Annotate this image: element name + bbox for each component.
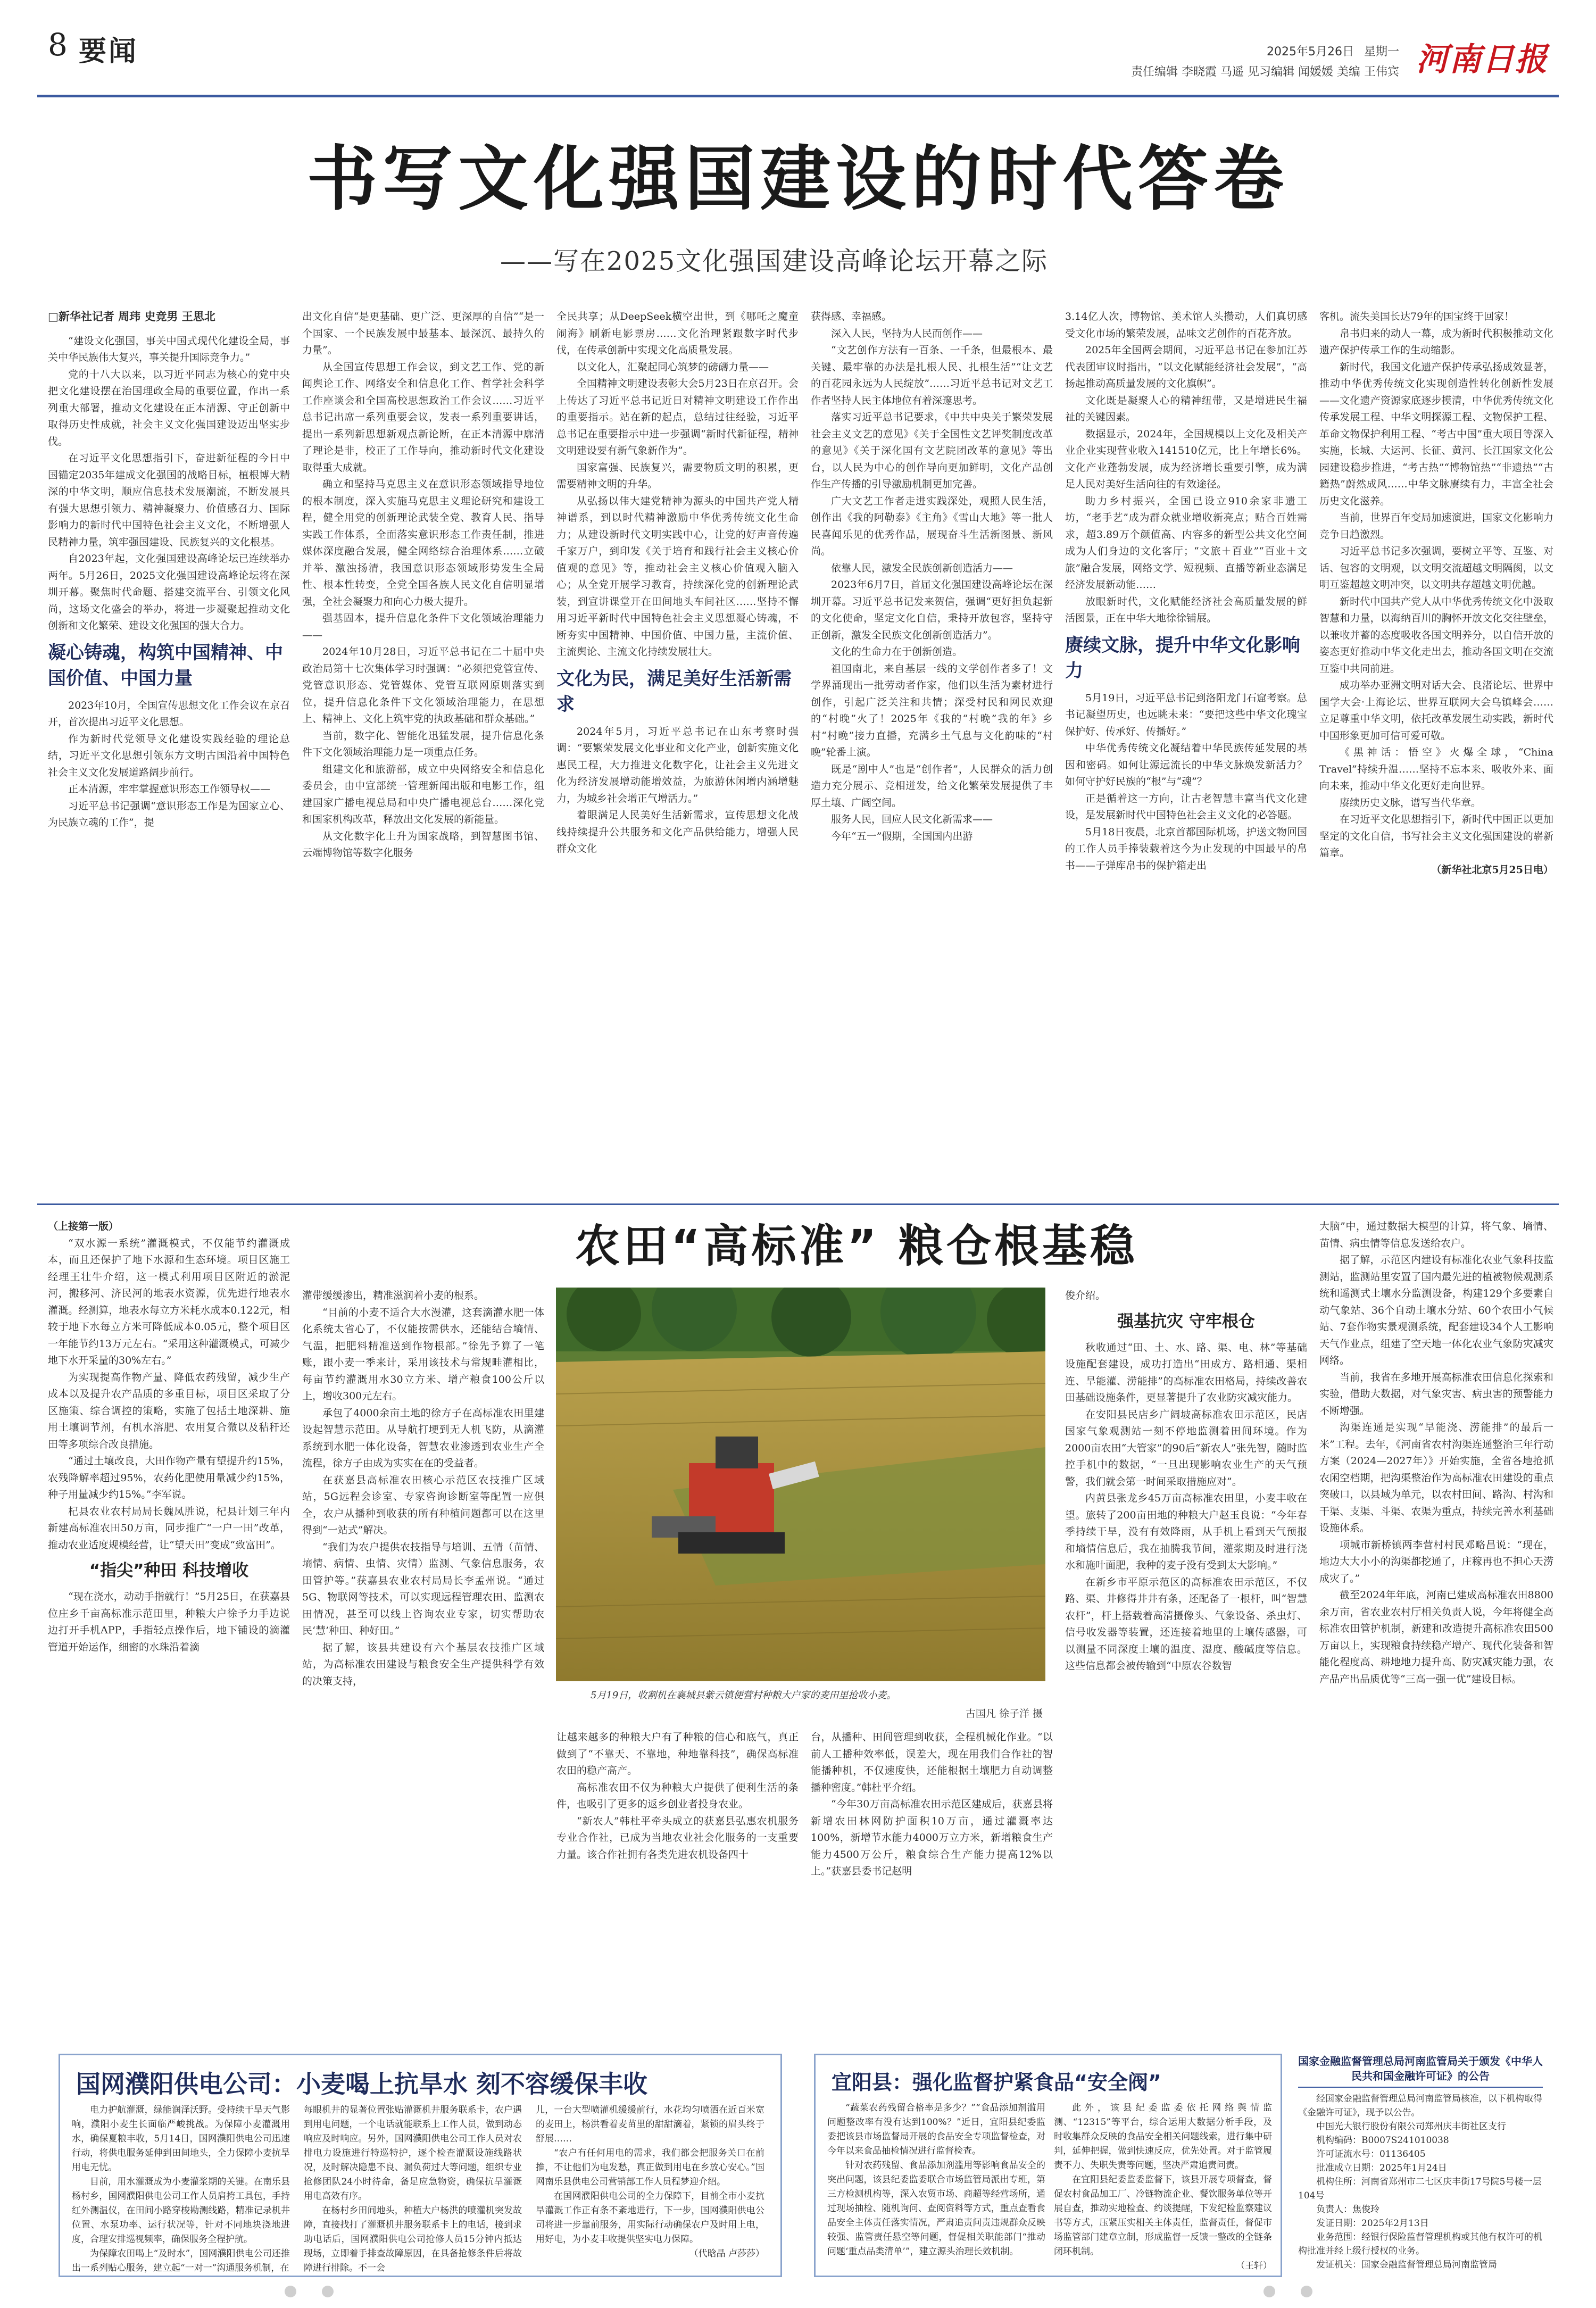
paragraph: 新时代中国共产党人从中华优秀传统文化中汲取智慧和力量，以海纳百川的胸怀开放文化交往壁垒，以兼收并蓄的态度吸收各国文明养分，以自信开放的姿态更好推动中华文化走出去，推动各国文明在交流互鉴中共同前进。 xyxy=(1319,595,1553,675)
paragraph: 秋收通过“田、土、水、路、渠、电、林”等基础设施配套建设，成功打造出“田成方、路相通、渠相连、旱能灌、涝能排”的高标准农田格局，持续改善农田基础设施条件，更显著提升了农业防灾减灾能力。 xyxy=(1065,1341,1307,1404)
yiyang-byline: （王轩） xyxy=(1236,2261,1272,2271)
notice-line: 机构编码：B0007S241010038 xyxy=(1316,2135,1449,2146)
power-column-3 xyxy=(536,2103,764,2273)
masthead-logo: 河南日报 xyxy=(1416,41,1548,78)
paragraph: 着眼满足人民美好生活新需求，宣传思想文化战线持续提升公共服务和文化产品供给能力，增强人民群众文化 xyxy=(556,809,799,854)
farm-subhead-2: 强基抗灾 守牢根仓 xyxy=(1117,1311,1255,1331)
paragraph: 中华优秀传统文化凝结着中华民族传延发展的基因和密码。如何让源远流长的中华文脉焕发新活力？如何守护好民族的“根”与“魂”？ xyxy=(1065,742,1307,787)
paragraph: 5月18日夜晨，北京首都国际机场，护送文物回国的工作人员手捧装载着这今为止发现的中国最早的帛书——子弹库帛书的保护箱走出 xyxy=(1065,826,1307,871)
notice-line: 业务范围：经银行保险监督管理机构或其他有权许可的机构批准并经上级行授权的业务。 xyxy=(1298,2232,1542,2256)
paragraph: 当前，我省在多地开展高标准农田信息化探索和实验，借助大数据，对气象灾害、病虫害的预警能力不断增强。 xyxy=(1319,1371,1553,1417)
notice-line: 发证日期：2025年2月13日 xyxy=(1316,2218,1429,2229)
paragraph: 为保障农田喝上“及时水”，国网濮阳供电公司还推出一系列贴心服务，建立起“一对一”沟通服务机制，在 xyxy=(72,2248,290,2273)
finance-notice xyxy=(1298,2054,1543,2277)
header-rule xyxy=(37,95,1559,97)
notice-title: 国家金融监督管理总局河南监管局关于颁发《中华人民共和国金融许可证》的公告 xyxy=(1298,2054,1543,2088)
paragraph: 服务人民，回应人民文化新需求—— xyxy=(831,813,993,825)
paragraph: 出文化自信“是更基础、更广泛、更深厚的自信”“是一个国家、一个民族发展中最基本、最深沉、最持久的力量”。 xyxy=(302,311,544,356)
power-headline: 国网濮阳供电公司：小麦喝上抗旱水 刻不容缓保丰收 xyxy=(76,2070,648,2098)
harvest-photo xyxy=(556,1288,1045,1681)
notice-body xyxy=(1298,2092,1543,2272)
paragraph: 据了解，该县共建设有六个基层农技推广区域站，为高标准农田建设与粮食安全生产提供科学有效的决策支持， xyxy=(302,1641,544,1687)
paragraph: 赓续历史文脉，谱写当代华章。 xyxy=(1340,796,1482,809)
paragraph: “我们为农户提供农技指导与培训、五情（苗情、墒情、病情、虫情、灾情）监测、气象信息服务，农田管护等。”获嘉县农业农村局局长李孟州说。“通过5G、物联网等技术，可以实现远程管理农田、监测农田情况，甚至可以线上咨询农业专家，切实帮助农民‘慧’种田、种好田。” xyxy=(302,1541,544,1637)
paragraph: 正是循着这一方向，让古老智慧丰富当代文化建设，是发展新时代中国特色社会主义文化的必答题。 xyxy=(1065,792,1307,821)
paragraph: 文化既是凝聚人心的精神纽带，又是增进民生福祉的关键因素。 xyxy=(1065,394,1307,423)
date-text: 2025年5月26日 xyxy=(1267,45,1354,59)
paragraph: “双水源一系统”灌溉模式，不仅能节约灌溉成本，而且还保护了地下水源和生态环境。项目区施工经理王壮牛介绍，这一模式利用项目区附近的淤泥河，搬移河、济民河的地表水资源，优先进行地表水灌溉。经测算，地表水每立方米耗水成本0.122元，相较于地下水每立方米可降低成本0.05元，整个项目区一年能节约13万元左右。“采用这种灌溉模式，可减少地下水开采量的30%左右。” xyxy=(48,1237,290,1366)
paragraph: 灌带缓缓渗出，精准滋润着小麦的根系。 xyxy=(302,1290,485,1301)
paragraph: 内黄县张龙乡45万亩高标准农田里，小麦丰收在望。旅转了200亩田地的种粮大户赵玉良说：“今年春季持续干旱，没有有效降雨，从手机上看到天气预报和墒情信息后，我在抽腾我节间，灌浆期及时进行浇水和施叶面肥，我种的麦子没有受到太大影响。” xyxy=(1065,1492,1307,1571)
paragraph: 在杨村乡田间地头，种植大户杨洪的喷灌机突发故障，直接找打了灌溉机井服务联系卡上的电话，接到求助电话后，国网濮阳供电公司抢修人员15分钟内抵达现场，立即着手排查故障原因，在具备抢修条件后将故障进行排除。不一会 xyxy=(304,2205,522,2273)
paragraph: 目前，用水灌溉成为小麦灌浆期的关键。在南乐县杨村乡，国网濮阳供电公司工作人员肩挎工具包，手持红外测温仪，在田间小路穿梭勘测线路，精准记录机井位置、水泵功率、运行状况等，针对不同地块浇地进度，合理安排巡视频率，确保服务全程护航。 xyxy=(72,2177,290,2245)
lead-column-2 xyxy=(302,309,544,1197)
paragraph: 既是“剧中人”也是“创作者”，人民群众的活力创造力充分展示、竞相迸发，给文化繁荣发展提供了丰厚土壤、广阔空间。 xyxy=(811,763,1053,809)
paragraph: 在安阳县民店乡广阔坡高标准农田示范区，民店国家气象观测站一刻不停地监测着田间环境。作为2000亩农田“大管家”的90后“新农人”张先智，随时监控手机中的数据，“一旦出现影响农业生产的天气预警，我们就会第一时间采取措施应对”。 xyxy=(1065,1408,1307,1488)
paragraph: 据了解，示范区内建设有标准化农业气象科技监测站，监测站里安置了国内最先进的植被物候观测系统和遥测式土壤水分监测设备，构建129个多要素自动气象站、36个自动土壤水分站、60个农田小气候站、7套作物实景观测系统，配套建设34个人工影响天气作业点，组建了空天地一体化农业气象防灾减灾网络。 xyxy=(1319,1254,1553,1366)
paragraph: 在获嘉县高标准农田核心示范区农技推广区域站，5G远程会诊室、专家咨询诊断室等配置一应俱全，农户从播种到收获的所有种植问题都可以在这里得到“一站式”解决。 xyxy=(302,1474,544,1536)
notice-line: 机构住所：河南省郑州市二七区庆丰街17号院5号楼一层104号 xyxy=(1298,2177,1542,2201)
paragraph: “蔬菜农药残留合格率是多少？”“食品添加剂滥用问题整改率有没有达到100%？”近日，宜阳县纪委监委把该县市场监督局开展的食品安全专项监督检查，对今年以来食品抽检情况进行监督检查。 xyxy=(827,2103,1045,2156)
paragraph: “现在浇水，动动手指就行！”5月25日，在获嘉县位庄乡千亩高标准示范田里，种粮大户徐予力手边说边打开手机APP，手指轻点操作后，地下铺设的滴灌管道开始运作，细密的水珠沿着滴 xyxy=(48,1591,290,1653)
paragraph: “文艺创作方法有一百条、一千条，但最根本、最关键、最牢靠的办法是扎根人民、扎根生活”“让文艺的百花园永远为人民绽放”……习近平总书记对文艺工作者坚持人民主体地位有着深邃思考。 xyxy=(811,344,1053,406)
paragraph: 祖国南北，来自基层一线的文学创作者多了！文学界涌现出一批劳动者作家，他们以生活为素材进行创作，引起广泛关注和共情；深受村民和网民欢迎的“村晚”火了！2025年《我的“村晚”我的年》乡村“村晚”接力直播，充满乡土气息与文化韵味的“村晚”轮番上演。 xyxy=(811,662,1053,758)
farm-headline: 农田“高标准” 粮仓根基稳 xyxy=(575,1220,1138,1272)
farm-column-4 xyxy=(811,1729,1053,2043)
paragraph: 为实现提高作物产量、降低农药残留，减少生产成本以及提升农产品质的多重目标，项目区采取了分区施策、综合调控的策略，实施了包括土地深耕、施用土壤调节剂，有机水溶肥、农用复合微以及秸秆还田等多项综合改良措施。 xyxy=(48,1371,290,1450)
paragraph: 党的十八大以来，以习近平同志为核心的党中央把文化建设摆在治国理政全局的重要位置，作出一系列重大部署，推动文化建设在正本清源、守正创新中取得历史性成就，社会主义文化强国建设迈出坚实步伐。 xyxy=(48,368,290,447)
paragraph: 儿，一台大型喷灌机缓缓前行，水花均匀喷洒在近百米宽的麦田上，杨洪看着麦苗里的甜甜滴着，紧锁的眉头终于舒展…… xyxy=(536,2105,764,2144)
lead-headline: 书写文化强国建设的时代答卷 xyxy=(307,138,1289,220)
paragraph: 在习近平文化思想指引下，奋进新征程的今日中国锚定2035年建成文化强国的战略目标，植根博大精深的中华文明，顺应信息技术发展潮流，不断发展具有强大思想引领力、精神凝聚力、价值感召力、国际影响力的新时代中国特色社会主义文化，不断增强人民精神力量，筑牢强国建设、民族复兴的文化根基。 xyxy=(48,452,290,548)
paragraph: “农户有任何用电的需求，我们都会把服务关口在前推，不让他们为电发愁，真正做到用电在乡放心安心。”国网南乐县供电公司营销部工作人员程梦迎介绍。 xyxy=(536,2148,764,2187)
paragraph: “建设文化强国，事关中国式现代化建设全局，事关中华民族伟大复兴，事关提升国际竞争力。” xyxy=(48,335,290,363)
paragraph: 放眼新时代，文化赋能经济社会高质量发展的鲜活图景，正在中华大地徐徐铺展。 xyxy=(1065,595,1307,624)
lead-subhead-1: 凝心铸魂，构筑中国精神、中国价值、中国力量 xyxy=(48,642,283,689)
paragraph: “目前的小麦不适合大水漫灌，这套滴灌水肥一体化系统太省心了，不仅能按需供水，还能结合墒情、气温，把肥料精准送到作物根部。”徐先予算了一笔账，跟小麦一季来计，采用该技术与常规畦灌相比，每亩节约灌溉用水30立方米、增产粮食100公斤以上，增收300元左右。 xyxy=(302,1306,544,1402)
paragraph: 依靠人民，激发全民族创新创造活力—— xyxy=(831,562,1013,574)
paragraph: “通过土壤改良，大田作物产量有望提升约15%，农残降解率超过95%，农药化肥使用量减少约15%，种子用量减少约15%。”李军说。 xyxy=(48,1455,290,1500)
power-column-1 xyxy=(72,2103,290,2273)
paragraph: 让越来越多的种粮大户有了种粮的信心和底气，真正做到了“不靠天、不靠地，种地靠科技”，确保高标准农田的稳产高产。 xyxy=(556,1731,799,1776)
notice-line: 经国家金融监督管理总局河南监管局核准，以下机构取得《金融许可证》，现予以公告。 xyxy=(1298,2094,1542,2118)
yiyang-story-box xyxy=(814,2054,1282,2277)
paragraph: 自2023年起，文化强国建设高峰论坛已连续举办两年。5月26日，2025文化强国建设高峰论坛将在深圳开幕。聚焦时代命题、搭建交流平台、引领文化风尚，这场文化盛会的举办，将进一步凝聚起推动文化创新和文化繁荣、建设文化强国的强大合力。 xyxy=(48,553,290,632)
paragraph: 在国网濮阳供电公司的全力保障下，目前全市小麦抗旱灌溉工作正有条不紊地进行，下一步，国网濮阳供电公司将进一步靠前服务，用实际行动确保农户及时用上电，用好电，为小麦丰收提供坚实电力保障。 xyxy=(536,2191,764,2245)
notice-line: 负责人：焦俊玲 xyxy=(1316,2204,1379,2215)
lead-subhead-3: 赓续文脉，提升中华文化影响力 xyxy=(1065,634,1300,682)
paragraph: “今年30万亩高标准农田示范区建成后，获嘉县将新增农田林网防护面积10万亩，通过灌溉率达100%，新增节水能力4000万立方米，新增粮食生产能力4500万公斤，粮食综合生产能力提高12%以上。”获嘉县委书记赵明 xyxy=(811,1798,1053,1877)
lead-subtitle: ——写在2025文化强国建设高峰论坛开幕之际 xyxy=(500,246,1049,276)
paragraph: “新农人”韩杜平牵头成立的获嘉县弘惠农机服务专业合作社，已成为当地农业社会化服务的一支重要力量。该合作社拥有各类先进农机设备四十 xyxy=(556,1815,799,1861)
yiyang-headline: 宜阳县：强化监督护紧食品“安全阀” xyxy=(832,2071,1161,2094)
farm-subhead-1: “指尖”种田 科技增收 xyxy=(89,1561,249,1580)
notice-line: 中国光大银行股份有限公司郑州庆丰街社区支行 xyxy=(1316,2121,1506,2132)
paragraph: 从弘扬以伟大建党精神为源头的中国共产党人精神谱系，到以时代精神激励中华优秀传统文化生命力；从建设新时代文明实践中心，让党的好声音传遍千家万户，到印发《关于培育和践行社会主义核心价值观的意见》等，推动社会主义核心价值观入脑入心；从全党开展学习教育，持续深化党的创新理论武装，到宣讲课堂开在田间地头车间社区……坚持不懈用习近平新时代中国特色社会主义思想凝心铸魂，不断夯实中国精神、中国价值、中国力量，主流价值、主流舆论、主流文化持续发展壮大。 xyxy=(556,495,799,658)
power-column-2 xyxy=(304,2103,522,2273)
paragraph: 文化的生命力在于创新创造。 xyxy=(831,646,963,658)
photo-caption: 5月19日，收割机在襄城县紫云镇便营村种粮大户家的麦田里抢收小麦。 xyxy=(591,1690,896,1701)
paragraph: 习近平总书记强调“意识形态工作是为国家立心、为民族立魂的工作”，提 xyxy=(48,800,290,828)
paragraph: 确立和坚持马克思主义在意识形态领域指导地位的根本制度，深入实施马克思主义理论研究和建设工程，健全用党的创新理论武装全党、教育人民、指导实践工作体系，全面落实意识形态工作责任制，推进媒体深度融合发展，健全网络综合治理体系……立破并举、激浊扬清，我国意识形态领域形势发生全局性、根本性转变，全党全国各族人民文化自信明显增强，全社会凝聚力和向心力极大提升。 xyxy=(302,478,544,608)
weekday-text: 星期一 xyxy=(1364,45,1399,59)
yiyang-column-1 xyxy=(827,2101,1045,2273)
lead-dateline: （新华社北京5月25日电） xyxy=(1431,864,1553,876)
paragraph: 正本清源，牢牢掌握意识形态工作领导权—— xyxy=(68,783,271,795)
continued-note: （上接第一版） xyxy=(48,1221,119,1232)
paragraph: 广大文艺工作者走进实践深处，观照人民生活，创作出《我的阿勒泰》《主角》《雪山大地》等一批人民喜闻乐见的优秀作品，展现奋斗生活新图景、新风尚。 xyxy=(811,495,1053,557)
issue-date xyxy=(1267,43,1399,59)
yiyang-column-2 xyxy=(1054,2101,1272,2273)
registration-dot xyxy=(1264,2286,1275,2297)
paragraph: 2023年10月，全国宣传思想文化工作会议在京召开，首次提出习近平文化思想。 xyxy=(48,699,290,728)
paragraph: 全民共享；从DeepSeek横空出世，到《哪吒之魔童闹海》刷新电影票房……文化治理紧跟数字时代步伐，在传承创新中实现文化高质量发展。 xyxy=(556,311,799,356)
paragraph: 客机。流失美国长达79年的国宝终于回家！ xyxy=(1319,311,1515,322)
registration-dot xyxy=(1301,2286,1312,2297)
lead-subhead-2: 文化为民，满足美好生活新需求 xyxy=(556,668,792,715)
notice-line: 批准成立日期：2025年1月24日 xyxy=(1316,2163,1447,2173)
notice-line: 许可证流水号：01136405 xyxy=(1316,2149,1426,2160)
registration-dot xyxy=(285,2286,296,2297)
paragraph: 今年“五一”假期，全国国内出游 xyxy=(831,830,973,842)
lead-column-4 xyxy=(811,309,1053,1197)
paragraph: 俊介绍。 xyxy=(1065,1290,1106,1301)
paragraph: 当前，数字化、智能化迅猛发展，提升信息化条件下文化领域治理能力是一项重点任务。 xyxy=(302,729,544,758)
paragraph: 数据显示，2024年，全国规模以上文化及相关产业企业实现营业收入141510亿元，比上年增长6%。文化产业蓬勃发展，成为经济增长重要引擎，成为满足人民对美好生活向往的有效途径。 xyxy=(1065,428,1307,490)
farm-column-2 xyxy=(302,1288,544,2043)
paragraph: 电力护航灌溉，绿能润泽沃野。受持续干旱天气影响，濮阳小麦生长面临严峻挑战。为保障小麦灌溉用水，确保夏粮丰收，5月14日，国网濮阳供电公司迅速行动，将供电服务延伸到田间地头，全力保障小麦抗旱用电无忧。 xyxy=(72,2105,290,2173)
paragraph: 针对农药残留、食品添加剂滥用等影响食品安全的突出问题，该县纪委监委联合市场监管局派出专班，第三方检测机构等，深入农贸市场、商超等经营场所，通过现场抽检、随机询问、查阅资料等方式，重点查看食品安全主体责任落实情况，严肃追责问责违规群众反映较强、监管责任悬空等问题，督促相关职能部门“推动问题‘重点品类清单’”，建立源头治理长效机制。 xyxy=(827,2160,1045,2257)
paragraph: 2025年全国两会期间，习近平总书记在参加江苏代表团审议时指出，“以文化赋能经济社会发展”，“高扬起推动高质量发展的文化旗帜”。 xyxy=(1065,344,1307,389)
paragraph: 从文化数字化上升为国家战略，到智慧图书馆、云端博物馆等数字化服务 xyxy=(302,830,544,859)
farm-column-6 xyxy=(1319,1218,1553,2043)
paragraph: 项城市新桥镇两李营村村民邓略昌说：“现在，地边大大小小的沟渠都挖通了，庄稼再也不担心天涝成灾了。” xyxy=(1319,1539,1553,1584)
paragraph: 在宜阳县纪委监委监督下，该县开展专项督查，督促农村食品加工厂、冷链物流企业、餐饮服务单位等开展自查，推动实地检查、约谈提醒，下发纪检监察建议书等方式，压紧压实相关主体责任，监督责任，督促市场监管部门建章立制，形成监督一反馈一整改的全链条闭环机制。 xyxy=(1054,2174,1272,2257)
paragraph: 强基固本，提升信息化条件下文化领域治理能力—— xyxy=(302,612,544,641)
lead-column-1 xyxy=(48,309,290,1197)
paragraph: 《黑神话：悟空》火爆全球，“China Travel”持续升温……坚持不忘本来、吸收外来、面向未来，推动中华文化更好走向世界。 xyxy=(1319,746,1553,792)
paragraph: 深入人民，坚持为人民而创作—— xyxy=(831,327,983,339)
section-name: 要闻 xyxy=(79,35,139,68)
registration-dot xyxy=(322,2286,334,2297)
section-divider xyxy=(37,1203,1559,1205)
notice-line: 发证机关：国家金融监督管理总局河南监管局 xyxy=(1316,2260,1497,2270)
paragraph: 助力乡村振兴，全国已设立910余家非遗工坊，“老手艺”成为群众就业增收新亮点；贴合百姓需求，超3.89万个颜值高、内容多的新型公共文化空间成为人们身边的文化客厅；“文旅＋百业”“百业＋文旅”融合发展，网络文学、短视频、直播等新业态满足经济发展新动能…… xyxy=(1065,495,1307,591)
paragraph: 全国精神文明建设表彰大会5月23日在京召开。会上传达了习近平总书记近日对精神文明建设工作作出的重要指示。站在新的起点，总结过往经验，习近平总书记在重要指示中进一步强调“新时代新征程，精神文明建设要有新气象新作为”。 xyxy=(556,378,799,456)
farm-column-1 xyxy=(48,1218,290,2043)
paragraph: 新时代，我国文化遗产保护传承弘扬成效显著，推动中华优秀传统文化实现创造性转化创新性发展——文化遗产资源家底逐步摸清，中华优秀传统文化传承发展工程、中华文明探源工程、文物保护工程、革命文物保护利用工程、“考古中国”重大项目等深入实施，长城、大运河、长征、黄河、长江国家文化公园建设稳步推进，“考古热”“博物馆热”“非遗热”“古籍热”蔚然成风……中华文脉赓续有力，丰富全社会历史文化滋养。 xyxy=(1319,361,1553,507)
paragraph: 2024年10月28日，习近平总书记在二十届中央政治局第十七次集体学习时强调：“必须把党管宣传、党管意识形态、党管媒体、党管互联网原则落实到位，提升信息化条件下文化领域治理能力，在思想上、精神上、文化上筑牢党的执政基础和群众基础。” xyxy=(302,646,544,725)
paragraph: 从全国宣传思想工作会议，到文艺工作、党的新闻舆论工作、网络安全和信息化工作、哲学社会科学工作座谈会和全国高校思想政治工作会议……习近平总书记出席一系列重要会议，发表一系列重要讲话，提出一系列新思想新观点新论断，在正本清源中廓清了理论是非，校正了工作导向，推动新时代文化建设取得重大成就。 xyxy=(302,361,544,474)
paragraph: 落实习近平总书记要求，《中共中央关于繁荣发展社会主义文艺的意见》《关于全国性文艺评奖制度改革的意见》《关于深化国有文艺院团改革的意见》等出台，以人民为中心的创作导向更加鲜明，文化产品创作生产传播的引导激励机制更加完善。 xyxy=(811,411,1053,490)
paragraph: 在新乡市平原示范区的高标准农田示范区，不仅路、渠、井修得井井有条，还配备了一根杆，叫“智慧农杆”，杆上搭载着高清摄像头、气象设备、杀虫灯、信号收发器等装置，还连接着地里的土壤传感器，可以测量不同深度土壤的温度、湿度、酸碱度等信息。这些信息都会被传输到“中原农谷数智 xyxy=(1065,1576,1307,1672)
page-number: 8 xyxy=(48,27,68,63)
paragraph: 2024年5月，习近平总书记在山东考察时强调：“要繁荣发展文化事业和文化产业，创新实施文化惠民工程，大力推进文化数字化，让社会主义先进文化为经济发展增动能增效益，为旅游休闲增内涵增魅力，为城乡社会增正气增活力。” xyxy=(556,725,799,804)
lead-column-3 xyxy=(556,309,799,1197)
paragraph: 大脑”中，通过数据大模型的计算，将气象、墒情、苗情、病虫情等信息发送给农户。 xyxy=(1319,1221,1553,1249)
paragraph: 获得感、幸福感。 xyxy=(811,311,892,322)
paragraph: 成功举办亚洲文明对话大会、良渚论坛、世界中国学大会·上海论坛、世界互联网大会乌镇峰会……立足尊重中华文明，依托改革发展生动实践，新时代中国形象更加可信可爱可敬。 xyxy=(1319,679,1553,742)
paragraph: 以文化人，汇聚起同心筑梦的磅礴力量—— xyxy=(577,361,769,373)
lead-column-6 xyxy=(1319,309,1553,1197)
paragraph: 截至2024年年底，河南已建成高标准农田8800余万亩，省农业农村厅相关负责人说，今年将健全高标准农田管护机制，新建和改造提升高标准农田500万亩以上，实现粮食持续稳产增产、现代化装备和智能化程度高、耕地地力提升高、防灾减灾能力强，农产品产出品质优等“三高一强一优”建设目标。 xyxy=(1319,1589,1553,1685)
paragraph: 杞县农业农村局局长魏凤胜说，杞县计划三年内新建高标准农田50万亩，同步推广“一户一田”改革，推动农业适度规模经营，让“望天田”变成“致富田”。 xyxy=(48,1505,290,1551)
photo-credit: 古国凡 徐子洋 摄 xyxy=(965,1708,1043,1720)
paragraph: 台，从播种、田间管理到收获，全程机械化作业。“以前人工播种效率低，误差大，现在用我们合作社的智能播种机，不仅速度快，还能根据土壤肥力自动调整播种密度。”韩杜平介绍。 xyxy=(811,1731,1053,1794)
paragraph: 3.14亿人次，博物馆、美术馆人头攒动，人们真切感受文化市场的繁荣发展，品味文艺创作的百花齐放。 xyxy=(1065,311,1307,339)
harvest-photo-image xyxy=(556,1288,1045,1681)
paragraph: 在习近平文化思想指引下，新时代中国正以更加坚定的文化自信，书写社会主义文化强国建设的崭新篇章。 xyxy=(1319,813,1553,859)
paragraph: 此外，该县纪委监委依托网络舆情监测、“12315”等平台，综合运用大数据分析手段，及时收集群众反映的食品安全相关问题线索，进行集中研判，延伸把握，做到快速反应，优先处置。对于监管履责不力、失职失责等问题，坚决严肃追责问责。 xyxy=(1054,2103,1272,2171)
paragraph: 高标准农田不仅为种粮大户提供了便利生活的条件，也吸引了更多的返乡创业者投身农业。 xyxy=(556,1781,799,1810)
paragraph: 每眼机井的显著位置张贴灌溉机井服务联系卡，农户遇到用电问题，一个电话就能联系上工作人员，做到动态响应及时响应。另外，国网濮阳供电公司工作人员对农排电力设施进行特巡特护，逐个检查灌溉设施线路状况，及时解决隐患不良、漏负荷过大等问题，组织专业抢修团队24小时待命，备足应急物资，确保抗旱灌溉用电高效有序。 xyxy=(304,2105,522,2202)
farm-column-5 xyxy=(1065,1288,1307,2043)
paragraph: 国家富强、民族复兴，需要物质文明的积累，更需要精神文明的升华。 xyxy=(556,461,799,490)
paragraph: 5月19日，习近平总书记到洛阳龙门石窟考察。总书记凝望历史，也远眺未来：“要把这些中华文化瑰宝保护好、传承好、传播好。” xyxy=(1065,692,1307,737)
power-story-box xyxy=(59,2054,782,2277)
paragraph: 帛书归来的动人一幕，成为新时代积极推动文化遗产保护传承工作的生动缩影。 xyxy=(1319,327,1553,356)
paragraph: 2023年6月7日，首届文化强国建设高峰论坛在深圳开幕。习近平总书记发来贺信，强调“更好担负起新的文化使命，坚定文化自信，秉持开放包容，坚持守正创新，激发全民族文化创新创造活力”。 xyxy=(811,579,1053,641)
paragraph: 习近平总书记多次强调，要树立平等、互鉴、对话、包容的文明观，以文明交流超越文明隔阂，以文明互鉴超越文明冲突，以文明共存超越文明优越。 xyxy=(1319,545,1553,591)
paragraph: 承包了4000余亩土地的徐方子在高标准农田里建设起智慧示范田。从导航打埂到无人机飞防，从滴灌系统到水肥一体化设备，智慧农业渗透到农业生产全流程，徐方子由成为实实在在的受益者。 xyxy=(302,1407,544,1469)
paragraph: 作为新时代党领导文化建设实践经验的理论总结，习近平文化思想引领东方文明古国沿着中国特色社会主义文化发展道路阔步前行。 xyxy=(48,733,290,778)
paragraph: 沟渠连通是实现“旱能浇、涝能排”的最后一米”工程。去年，《河南省农村沟渠连通整治三年行动方案（2024—2027年）》开始实施，全省各地抢抓农闲空档期，把沟渠整治作为高标准农田建设的重点突破口，以县域为单元，以农村田间、路沟、村沟和干渠、支渠、斗渠、农渠为重点，持续完善水利基础设施体系。 xyxy=(1319,1422,1553,1534)
page-header xyxy=(37,17,1559,86)
power-byline: （代晗晶 卢莎莎） xyxy=(689,2248,764,2259)
paragraph: 组建文化和旅游部，成立中央网络安全和信息化委员会，由中宣部统一管理新闻出版和电影工作，组建国家广播电视总局和中央广播电视总台……深化党和国家机构改革，释放出文化发展的新能量。 xyxy=(302,763,544,825)
farm-column-3 xyxy=(556,1729,799,2043)
editor-credits: 责任编辑 李晓霞 马遥 见习编辑 闻媛媛 美编 王伟宾 xyxy=(1131,65,1399,79)
lead-byline: □新华社记者 周玮 史竞男 王思北 xyxy=(48,310,215,323)
paragraph: 当前，世界百年变局加速演进，国家文化影响力竞争日趋激烈。 xyxy=(1319,512,1553,541)
lead-column-5 xyxy=(1065,309,1307,1197)
